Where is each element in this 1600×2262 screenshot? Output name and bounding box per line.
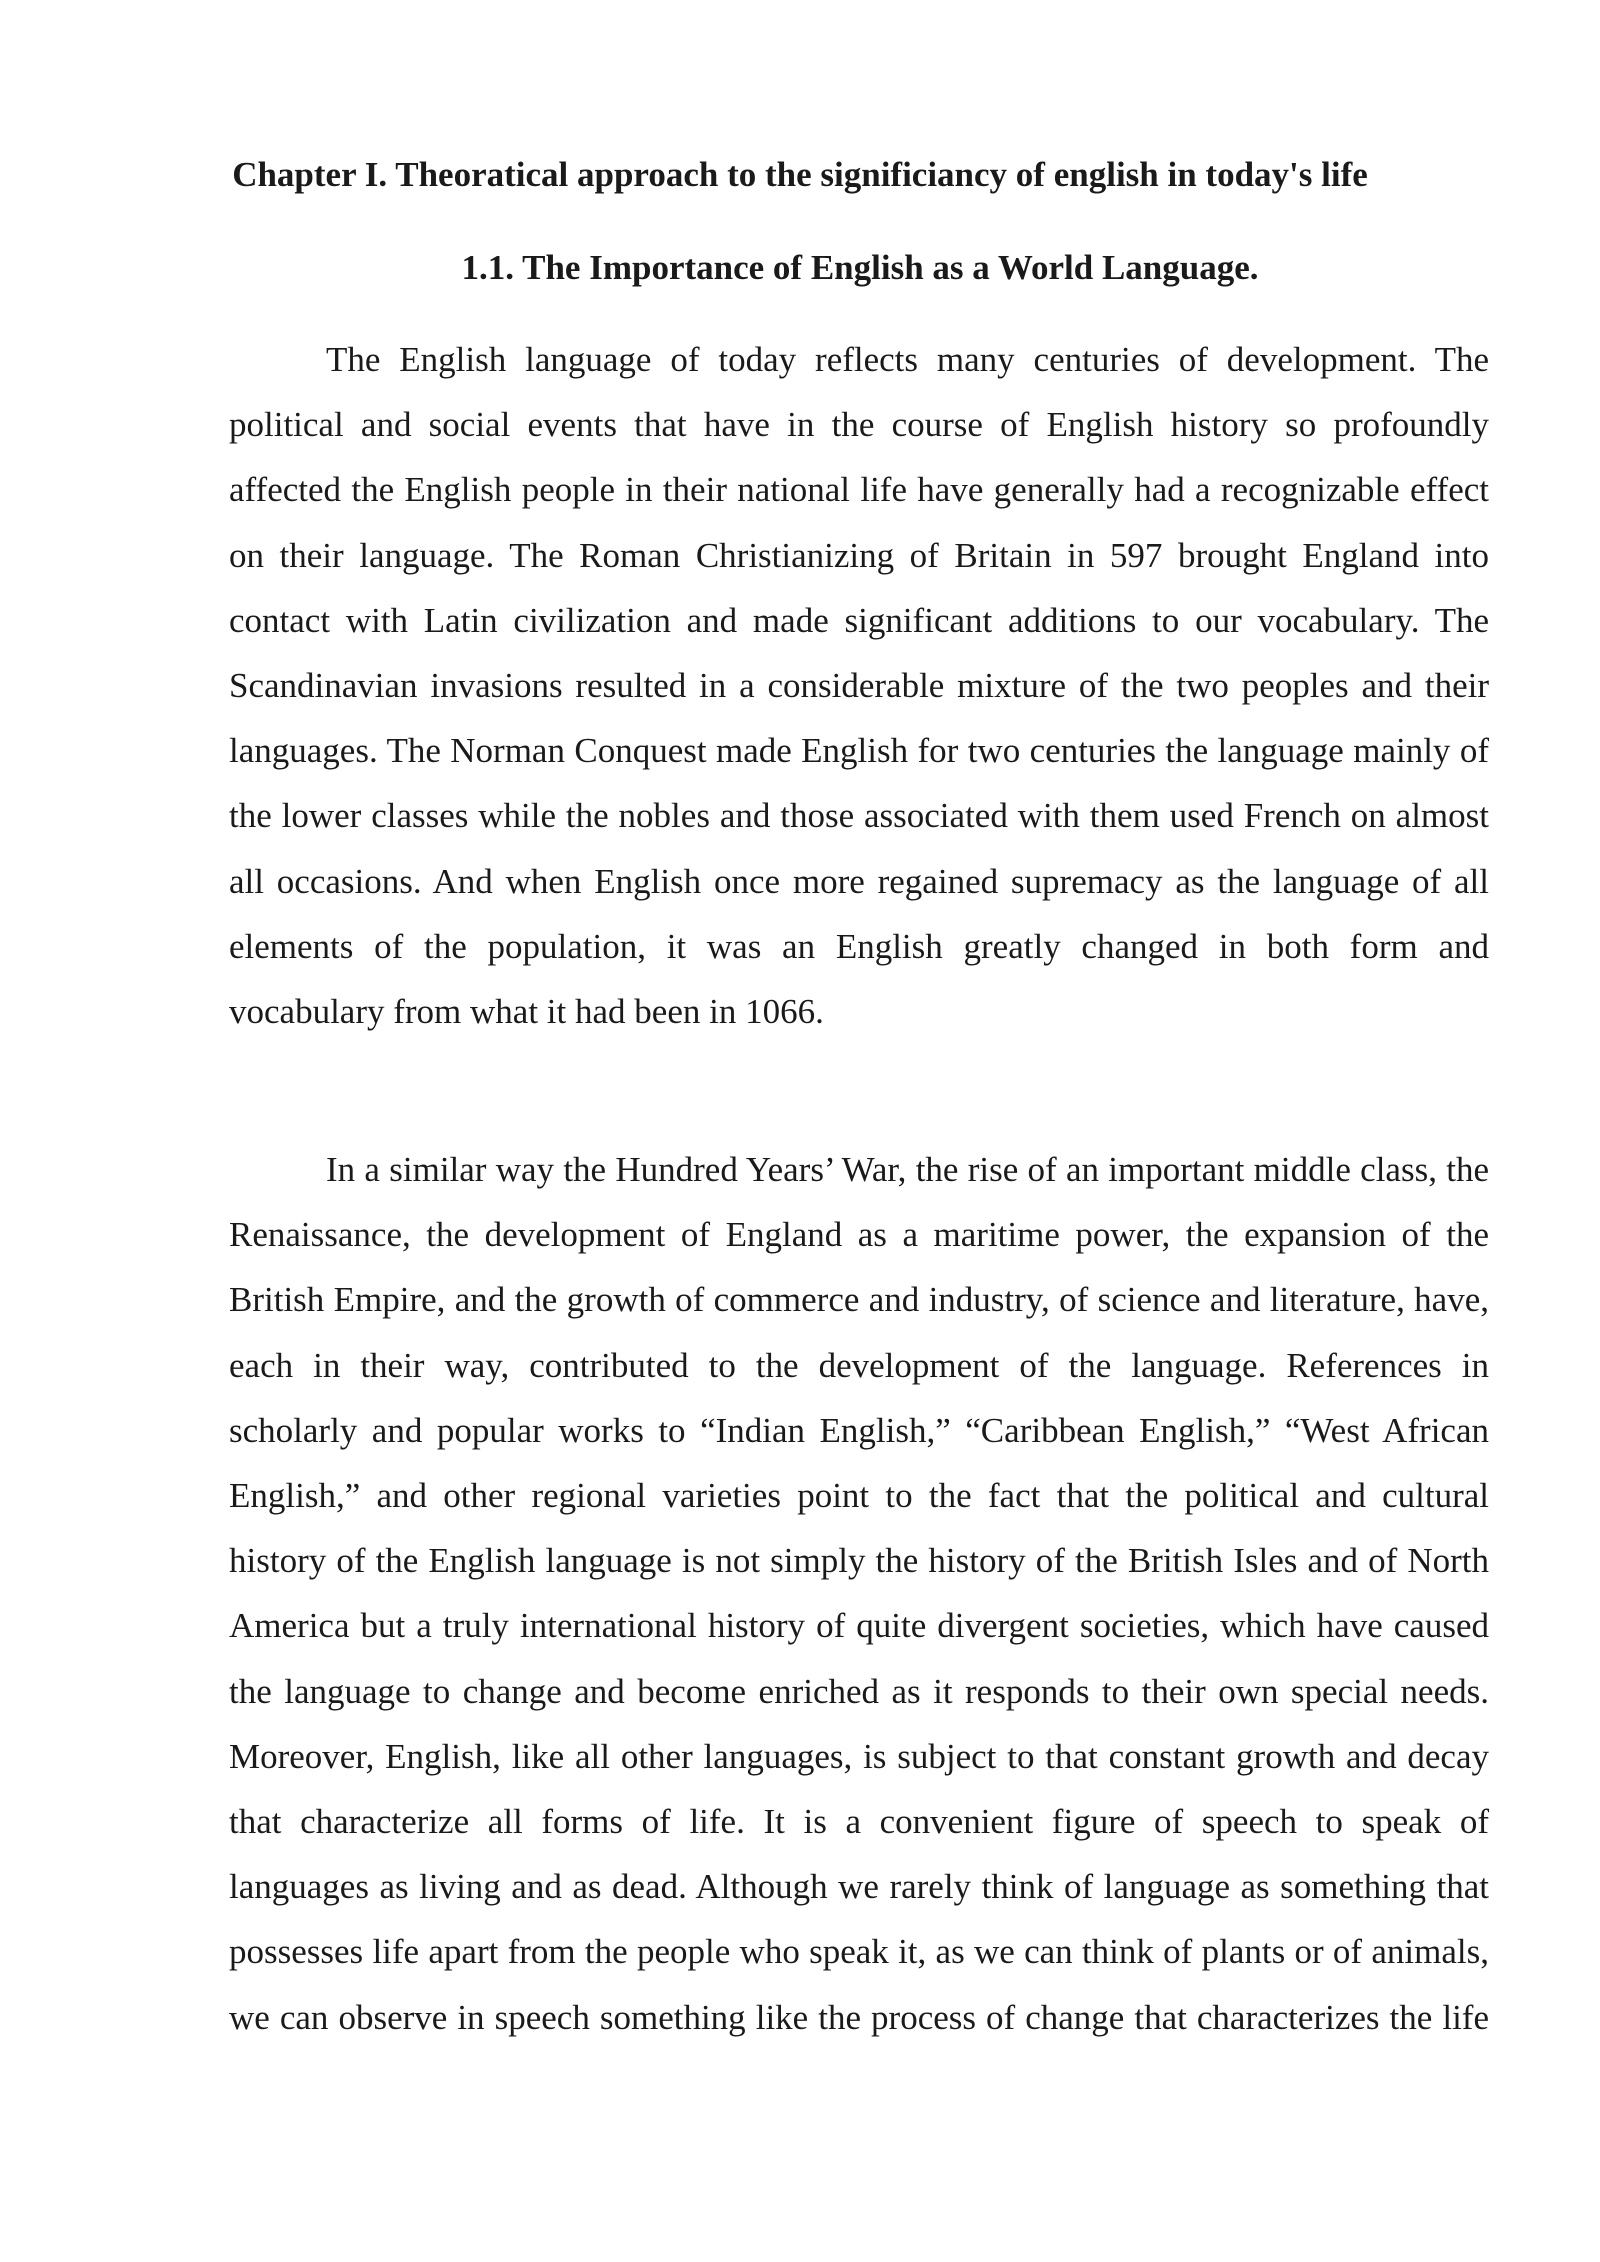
body-paragraph: The English language of today reflects many centuries of development. The political and social events that have in the course of English history so profoundly affected the English people in their national life have generally had a recognizable effect on their language. The Roman Christianizing of Britain in 597 brought England into contact with Latin civilization and made significant additions to our vocabulary. The Scandinavian invasions resulted in a considerable mixture of the two peoples and their languages. The Norman Conquest made English for two centuries the language mainly of the lower classes while the nobles and those associated with them used French on almost all occasions. And when English once more regained supremacy as the language of all elements of the population, it was an English greatly changed in both form and vocabulary from what it had been in 1066. [229, 340, 1489, 1032]
body-paragraph: In a similar way the Hundred Years’ War, the rise of an important middle class, the Renaissance, the development of England as a maritime power, the expansion of the British Empire, and the growth of commerce and industry, of science and literature, have, each in their way, contributed to the development of the language. References in scholarly and popular works to “Indian English,” “Caribbean English,” “West African English,” and other regional varieties point to the fact that the political and cultural history of the English language is not simply the history of the British Isles and of North America but a truly international history of quite divergent societies, which have caused the language to change and become enriched as it responds to their own special needs. Moreover, English, like all other languages, is subject to that constant growth and decay that characterize all forms of life. It is a convenient figure of speech to speak of languages as living and as dead. Although we rarely think of language as something that possesses life apart from the people who speak it, as we can think of plants or of animals, we can observe in speech something like the process of change that characterizes the life [229, 1150, 1489, 2037]
chapter-title: Chapter I. Theoratical approach to the significiancy of english in today's life [232, 155, 1368, 194]
section-title: 1.1. The Importance of English as a World Language. [461, 248, 1259, 287]
body-paragraph-container [229, 1137, 1489, 2050]
body-paragraph-container [229, 327, 1489, 1044]
